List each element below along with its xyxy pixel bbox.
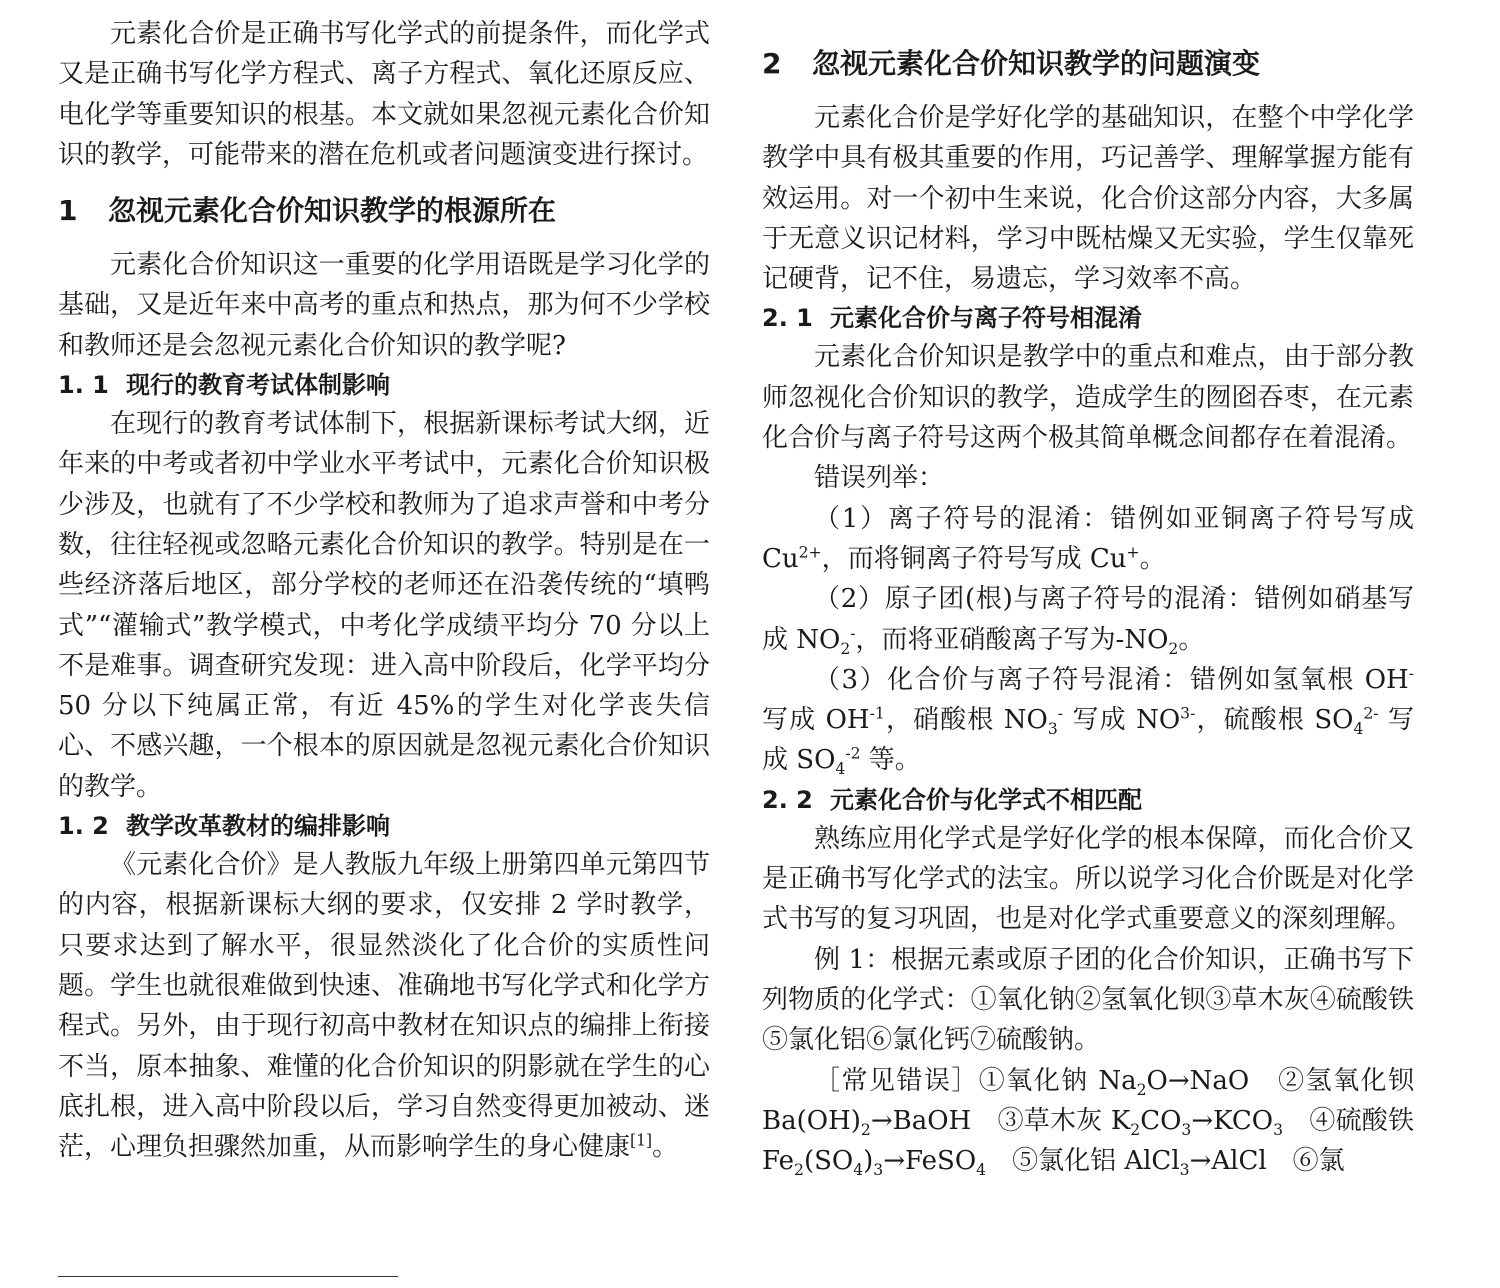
subsection-2-2-title: 元素化合价与化学式不相匹配 bbox=[830, 785, 1142, 814]
section-1-number: 1 bbox=[58, 194, 78, 228]
intro-paragraph: 元素化合价是正确书写化学式的前提条件，而化学式又是正确书写化学方程式、离子方程式、氧化还原反应、电化学等重要知识的根基。本文就如果忽视元素化合价知识的教学，可能带来的潜在危机或者问题演变进行探讨。 bbox=[58, 19, 710, 170]
left-column bbox=[58, 14, 710, 1167]
section-2-heading bbox=[762, 44, 1414, 84]
subsection-2-2-heading bbox=[762, 781, 1414, 819]
section-1-title: 忽视元素化合价知识教学的根源所在 bbox=[108, 194, 557, 228]
subsection-1-1-title: 现行的教育考试体制影响 bbox=[126, 371, 390, 400]
footnote-rule bbox=[58, 1276, 398, 1277]
subsection-2-1-heading bbox=[762, 299, 1414, 337]
error-item-1: （1）离子符号的混淆：错例如亚铜离子符号写成 $Cu^{2+}$，而将铜离子符号写成 Cu+。 bbox=[762, 503, 1414, 574]
errors-title: 错误列举： bbox=[814, 463, 945, 494]
section-1-heading bbox=[58, 191, 710, 231]
common-errors: ［常见错误］①氧化钠 $Na_2O\to NaO$ ②氢氧化钡 $Ba(OH)_2\to BaOH$ ③草木灰 $K_2CO_3\to KCO_3$ ④硫酸铁 $Fe_2(SO_4)_3\to FeSO_4$ ⑤氯化铝 AlCl$_3$→AlCl ⑥氯 bbox=[762, 1065, 1414, 1180]
section-2-number: 2 bbox=[762, 47, 782, 80]
section-2-title: 忽视元素化合价知识教学的问题演变 bbox=[812, 47, 1261, 80]
example-1: 例 1：根据元素或原子团的化合价知识，正确书写下列物质的化学式：①氧化钠②氢氧化钡③草木灰④硫酸铁⑤氯化铝⑥氯化钙⑦硫酸钠。 bbox=[762, 944, 1414, 1056]
error-item-3: （3）化合价与离子符号混淆：错例如氢氧根 OH- 写成 $OH^{-1}$，硝酸根 $NO_3^-$ 写成 $NO^{3-}$，硫酸根 $SO_4^{2-}$ 写成 $SO_4^{-2}$ 等。 bbox=[762, 664, 1414, 779]
subsection-1-2-paragraph bbox=[58, 845, 710, 1167]
subsection-1-2-heading bbox=[58, 807, 710, 845]
subsection-1-1-number: 1. 1 bbox=[58, 371, 109, 400]
section-1-paragraph: 元素化合价知识这一重要的化学用语既是学习化学的基础，又是近年来中高考的重点和热点，那为何不少学校和教师还是会忽视元素化合价知识的教学呢? bbox=[58, 250, 710, 361]
section-2-paragraph: 元素化合价是学好化学的基础知识，在整个中学化学教学中具有极其重要的作用，巧记善学、理解掌握方能有效运用。对一个初中生来说，化合价这部分内容，大多属于无意义识记材料，学习中既枯燥又无实验，学生仅靠死记硬背，记不住，易遗忘，学习效率不高。 bbox=[762, 103, 1414, 295]
subsection-2-1-number: 2. 1 bbox=[762, 304, 813, 333]
subsection-2-2-number: 2. 2 bbox=[762, 785, 813, 814]
subsection-1-2-title: 教学改革教材的编排影响 bbox=[126, 812, 390, 841]
error-item-2: （2）原子团(根)与离子符号的混淆：错例如硝基写成 $NO_2^-$，而将亚硝酸离子写为$-NO_2$。 bbox=[762, 584, 1414, 658]
right-column bbox=[762, 14, 1414, 1181]
citation-ref: [1] bbox=[630, 1131, 653, 1150]
subsection-1-2-text: 《元素化合价》是人教版九年级上册第四单元第四节的内容，根据新课标大纲的要求，仅安排 2 学时教学，只要求达到了解水平，很显然淡化了化合价的实质性问题。学生也就很难做到快速、准确地书写化学式和化学方程式。另外，由于现行初高中教材在知识点的编排上衔接不当，原本抽象、难懂的化合价知识的阴影就在学生的心底扎根，进入高中阶段以后，学习自然变得更加被动、迷茫，心理负担骤然加重，从而影响学生的身心健康 bbox=[58, 850, 710, 1163]
subsection-2-2-paragraph: 熟练应用化学式是学好化学的根本保障，而化合价又是正确书写化学式的法宝。所以说学习化合价既是对化学式书写的复习巩固，也是对化学式重要意义的深刻理解。 bbox=[762, 823, 1414, 935]
subsection-1-1-paragraph: 在现行的教育考试体制下，根据新课标考试大纲，近年来的中考或者初中学业水平考试中，元素化合价知识极少涉及，也就有了不少学校和教师为了追求声誉和中考分数，往往轻视或忽略元素化合价知识的教学。特别是在一些经济落后地区，部分学校的老师还在沿袭传统的“填鸭式”“灌输式”教学模式，中考化学成绩平均分 70 分以上不是难事。调查研究发现：进入高中阶段后，化学平均分 50 分以下纯属正常，有近 45%的学生对化学丧失信心、不感兴趣，一个根本的原因就是忽视元素化合价知识的教学。 bbox=[58, 409, 710, 802]
subsection-1-2-end: 。 bbox=[652, 1132, 679, 1163]
subsection-1-2-number: 1. 2 bbox=[58, 812, 109, 841]
subsection-2-1-paragraph: 元素化合价知识是教学中的重点和难点，由于部分教师忽视化合价知识的教学，造成学生的囫囵吞枣，在元素化合价与离子符号这两个极其简单概念间都存在着混淆。 bbox=[762, 342, 1414, 454]
subsection-2-1-title: 元素化合价与离子符号相混淆 bbox=[830, 304, 1142, 333]
subsection-1-1-heading bbox=[58, 366, 710, 404]
